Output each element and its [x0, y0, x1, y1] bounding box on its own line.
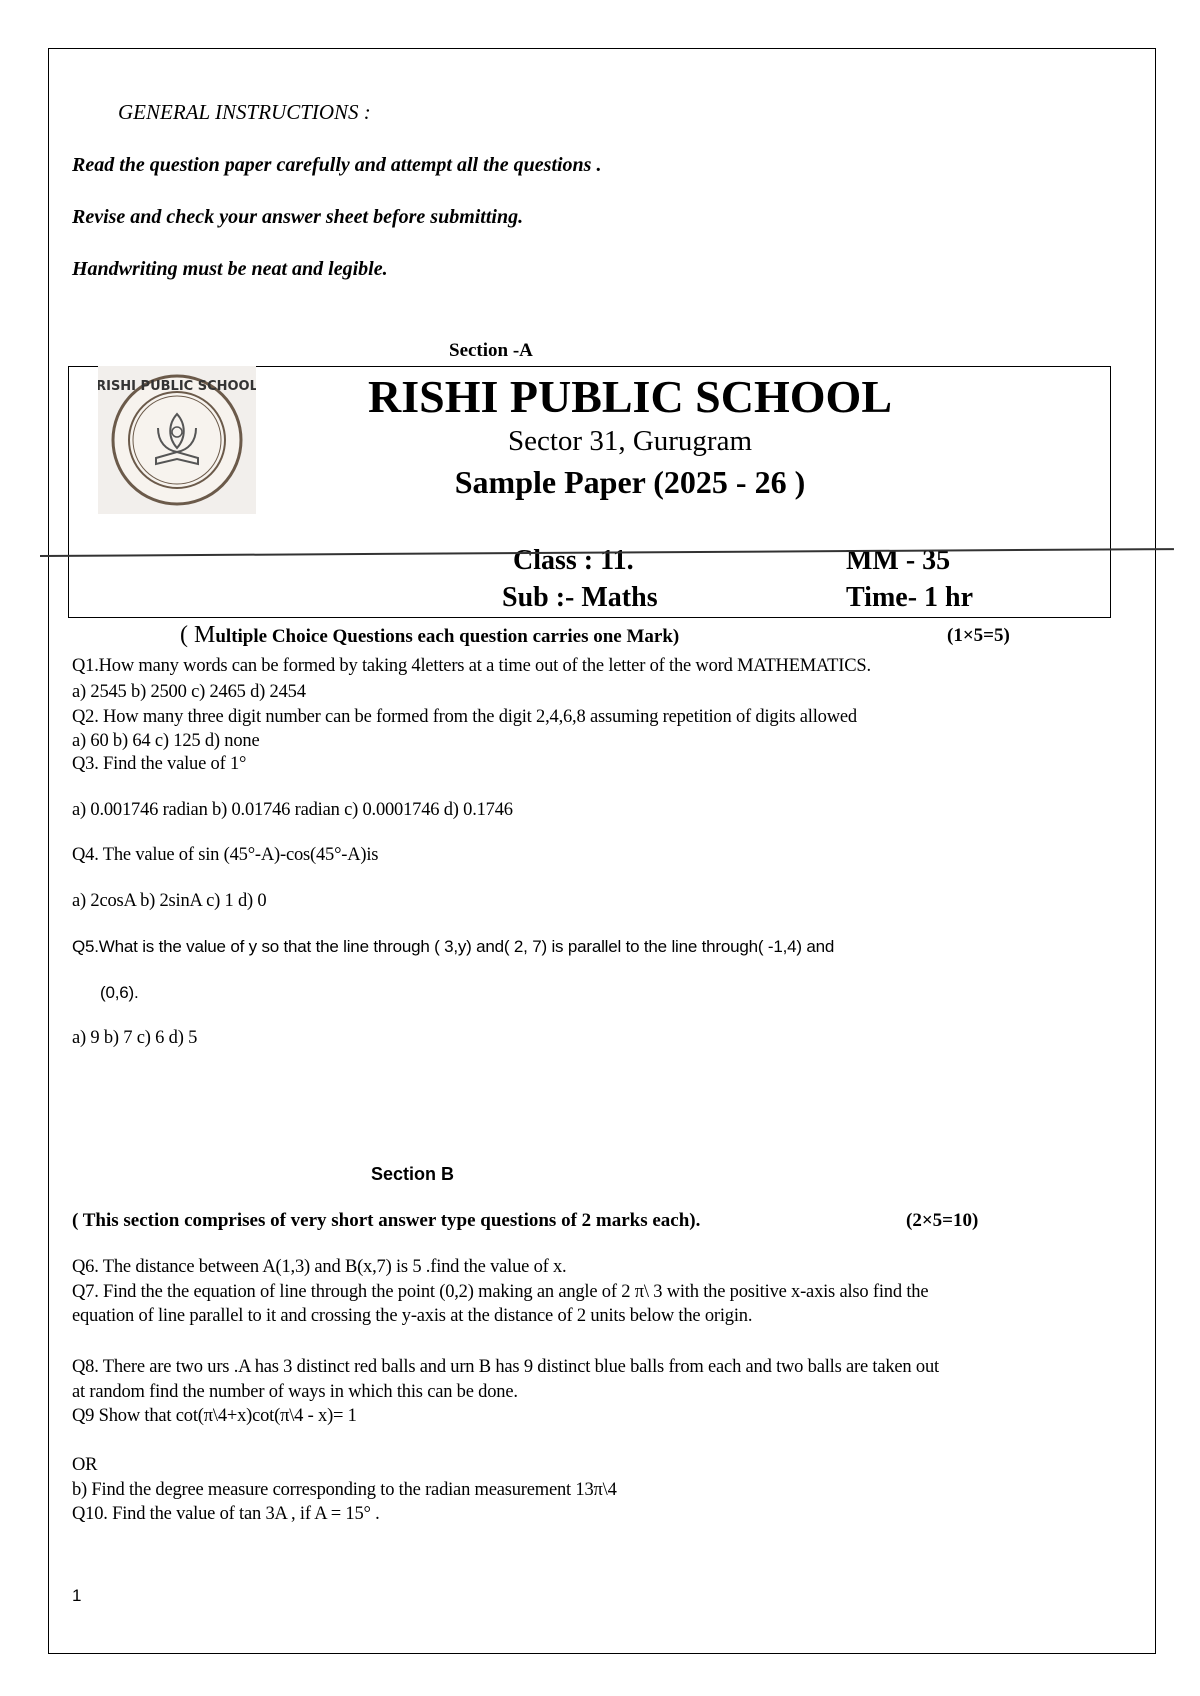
instruction-line: Handwriting must be neat and legible. [72, 258, 388, 280]
school-name: RISHI PUBLIC SCHOOL [367, 371, 892, 422]
question-text-cont: equation of line parallel to it and crossing the y-axis at the distance of 2 units below the origin. [72, 1306, 753, 1326]
instructions-title: GENERAL INSTRUCTIONS : [118, 100, 371, 124]
section-b-marks: (2×5=10) [906, 1210, 979, 1231]
question-options: a) 2cosA b) 2sinA c) 1 d) 0 [72, 891, 267, 911]
question-options: a) 0.001746 radian b) 0.01746 radian c) 0.0001746 d) 0.1746 [72, 800, 513, 820]
question-text: Q3. Find the value of 1° [72, 754, 247, 774]
question-text: Q1.How many words can be formed by taking 4letters at a time out of the letter of the word MATHEMATICS. [72, 656, 871, 676]
question-text-cont: at random find the number of ways in which this can be done. [72, 1382, 518, 1402]
page-number: 1 [72, 1586, 82, 1605]
paper-title: Sample Paper (2025 - 26 ) [454, 464, 806, 500]
question-text: Q9 Show that cot(π\4+x)cot(π\4 - x)= 1 [72, 1406, 357, 1426]
mcq-header-initial: ( M [180, 622, 216, 648]
question-text: Q7. Find the the equation of line through the point (0,2) making an angle of 2 π\ 3 with the positive x-axis also find the [72, 1282, 929, 1302]
question-text-cont: (0,6). [100, 983, 139, 1002]
question-text: Q6. The distance between A(1,3) and B(x,7) is 5 .find the value of x. [72, 1257, 567, 1277]
question-text: Q5.What is the value of y so that the line through ( 3,y) and( 2, 7) is parallel to the line through( -1,4) and [72, 937, 835, 956]
school-location: Sector 31, Gurugram [507, 425, 753, 457]
question-options: a) 60 b) 64 c) 125 d) none [72, 731, 260, 751]
section-b-label: Section B [371, 1164, 455, 1184]
instruction-line: Revise and check your answer sheet before submitting. [72, 206, 524, 228]
logo-lettering: RISHI PUBLIC SCHOOL [98, 379, 256, 394]
question-text: b) Find the degree measure corresponding to the radian measurement 13π\4 [72, 1480, 617, 1500]
section-a-marks: (1×5=5) [947, 625, 1010, 646]
question-text: Q4. The value of sin (45°-A)-cos(45°-A)is [72, 845, 379, 865]
class-label: Class : 11. [513, 545, 634, 576]
question-text: Q8. There are two urs .A has 3 distinct red balls and urn B has 9 distinct blue balls from each and two balls are taken out [72, 1357, 939, 1377]
section-b-description: ( This section comprises of very short answer type questions of 2 marks each). [72, 1210, 701, 1231]
max-marks: MM - 35 [846, 545, 951, 576]
or-label: OR [72, 1455, 98, 1475]
question-options: a) 9 b) 7 c) 6 d) 5 [72, 1028, 198, 1048]
mcq-header [180, 622, 679, 649]
instruction-line: Read the question paper carefully and attempt all the questions . [72, 154, 602, 176]
subject-label: Sub :- Maths [502, 582, 658, 613]
time-label: Time- 1 hr [846, 582, 974, 613]
section-a-label: Section -A [449, 340, 533, 361]
question-text: Q10. Find the value of tan 3A , if A = 15° . [72, 1504, 380, 1524]
mcq-header-text: ultiple Choice Questions each question carries one Mark) [215, 626, 680, 647]
question-options: a) 2545 b) 2500 c) 2465 d) 2454 [72, 682, 306, 702]
question-text: Q2. How many three digit number can be formed from the digit 2,4,6,8 assuming repetition of digits allowed [72, 707, 857, 727]
